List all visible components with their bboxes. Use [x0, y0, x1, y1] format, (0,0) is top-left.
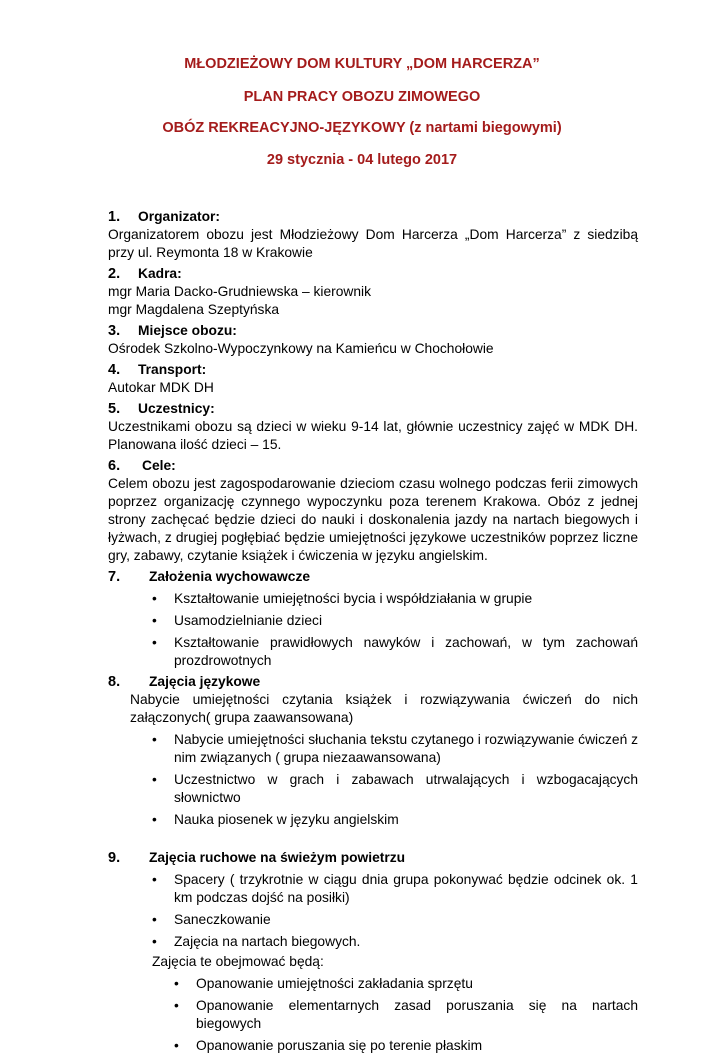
section-number: 4.	[108, 362, 121, 378]
section-number: 1.	[108, 209, 121, 225]
section-6-text: Celem obozu jest zagospodarowanie dzieciom czasu wolnego podczas ferii zimowych poprzez organizację czynnego wypoczynku poza terenem Krakowa. Obóz z jednej strony zachęcać będzie dzieci do nauki i doskonalenia jazdy na nartach biegowych i łyżwach, z drugiej pogłębiać będzie umiejętności językowe uczestników poprzez liczne gry, zabawy, czytanie książek i ćwiczenia w języku angielskim.	[108, 476, 638, 563]
bullet-icon: •	[152, 613, 157, 628]
section-title: Kadra:	[138, 266, 182, 281]
plan-title: PLAN PRACY OBOZU ZIMOWEGO	[243, 89, 481, 105]
list-item: • Usamodzielnianie dzieci	[152, 613, 323, 628]
section-7-list	[108, 590, 638, 670]
bullet-icon: •	[152, 772, 157, 787]
section-title: Zajęcia ruchowe na świeżym powietrzu	[149, 850, 406, 865]
list-item: • Saneczkowanie	[152, 912, 271, 927]
section-number: 3.	[108, 323, 121, 339]
section-1-heading	[108, 208, 638, 226]
list-item: • Uczestnictwo w grach i zabawach utrwalających i wzbogacających słownictwo	[152, 772, 638, 805]
list-item: • Kształtowanie umiejętności bycia i współdziałania w grupie	[152, 591, 533, 606]
list-item: • Nauka piosenek w języku angielskim	[152, 812, 399, 827]
bullet-icon: •	[152, 912, 157, 927]
section-5-text: Uczestnikami obozu są dzieci w wieku 9-14 lat, głównie uczestnicy zajęć w MDK DH. Planowana ilość dzieci – 15.	[108, 419, 638, 452]
list-item: • Spacery ( trzykrotnie w ciągu dnia grupa pokonywać będzie odcinek ok. 1 km podczas dojść na posiłki)	[152, 872, 638, 905]
section-number: 6.	[108, 458, 121, 474]
list-item: • Opanowanie poruszania się po terenie płaskim	[174, 1038, 483, 1053]
bullet-icon: •	[152, 872, 157, 887]
camp-dates: 29 stycznia - 04 lutego 2017	[266, 152, 458, 168]
bullet-icon: •	[152, 635, 157, 650]
section-8-intro: Nabycie umiejętności czytania książek i rozwiązywania ćwiczeń do nich załączonych( grupa zaawansowana)	[130, 692, 638, 725]
section-9-sub-intro: Zajęcia te obejmować będą:	[152, 954, 324, 969]
camp-type-title: OBÓZ REKREACYJNO-JĘZYKOWY (z nartami biegowymi)	[162, 120, 562, 136]
bullet-icon: •	[152, 812, 157, 827]
section-number: 2.	[108, 266, 121, 282]
section-number: 9.	[108, 850, 121, 866]
section-2-heading	[108, 265, 638, 283]
section-number: 5.	[108, 401, 121, 417]
staff-line-1: mgr Maria Dacko-Grudniewska – kierownik	[108, 284, 371, 299]
section-3-heading	[108, 322, 638, 340]
bullet-icon: •	[174, 1038, 179, 1053]
section-8-heading	[108, 673, 638, 691]
list-item: • Nabycie umiejętności słuchania tekstu czytanego i rozwiązywanie ćwiczeń z nim związanych ( grupa niezaawansowana)	[152, 732, 638, 765]
bullet-icon: •	[174, 976, 179, 991]
section-title: Organizator:	[138, 209, 221, 224]
section-number: 7.	[108, 569, 121, 585]
section-title: Uczestnicy:	[138, 401, 215, 416]
bullet-icon: •	[174, 998, 179, 1013]
bullet-icon: •	[152, 732, 157, 747]
section-title: Transport:	[138, 362, 207, 377]
section-title: Cele:	[142, 458, 176, 473]
section-4-text: Autokar MDK DH	[108, 380, 214, 395]
section-7-heading	[108, 568, 638, 586]
section-4-heading	[108, 361, 638, 379]
section-number: 8.	[108, 674, 121, 690]
section-5-heading	[108, 400, 638, 418]
section-1-text: Organizatorem obozu jest Młodzieżowy Dom Harcerza „Dom Harcerza” z siedzibą przy ul. Reymonta 18 w Krakowie	[108, 227, 638, 260]
section-title: Założenia wychowawcze	[149, 569, 311, 584]
section-8-list	[108, 731, 638, 829]
section-3-text: Ośrodek Szkolno-Wypoczynkowy na Kamieńcu w Chochołowie	[108, 341, 494, 356]
bullet-icon: •	[152, 934, 157, 949]
section-9-list	[108, 871, 638, 951]
section-title: Miejsce obozu:	[138, 323, 237, 338]
institution-title: MŁODZIEŻOWY DOM KULTURY „DOM HARCERZA”	[184, 56, 540, 72]
staff-line-2: mgr Magdalena Szeptyńska	[108, 302, 280, 317]
section-9-sub-list	[108, 975, 638, 1055]
list-item: • Kształtowanie prawidłowych nawyków i zachowań, w tym zachowań prozdrowotnych	[152, 635, 638, 668]
list-item: • Opanowanie umiejętności zakładania sprzętu	[174, 976, 473, 991]
document-body	[108, 208, 638, 1055]
section-title: Zajęcia językowe	[149, 674, 261, 689]
section-6-heading	[108, 457, 638, 475]
list-item: • Opanowanie elementarnych zasad poruszania się na nartach biegowych	[174, 998, 638, 1031]
section-9-heading	[108, 849, 638, 867]
list-item: • Zajęcia na nartach biegowych.	[152, 934, 361, 949]
bullet-icon: •	[152, 591, 157, 606]
